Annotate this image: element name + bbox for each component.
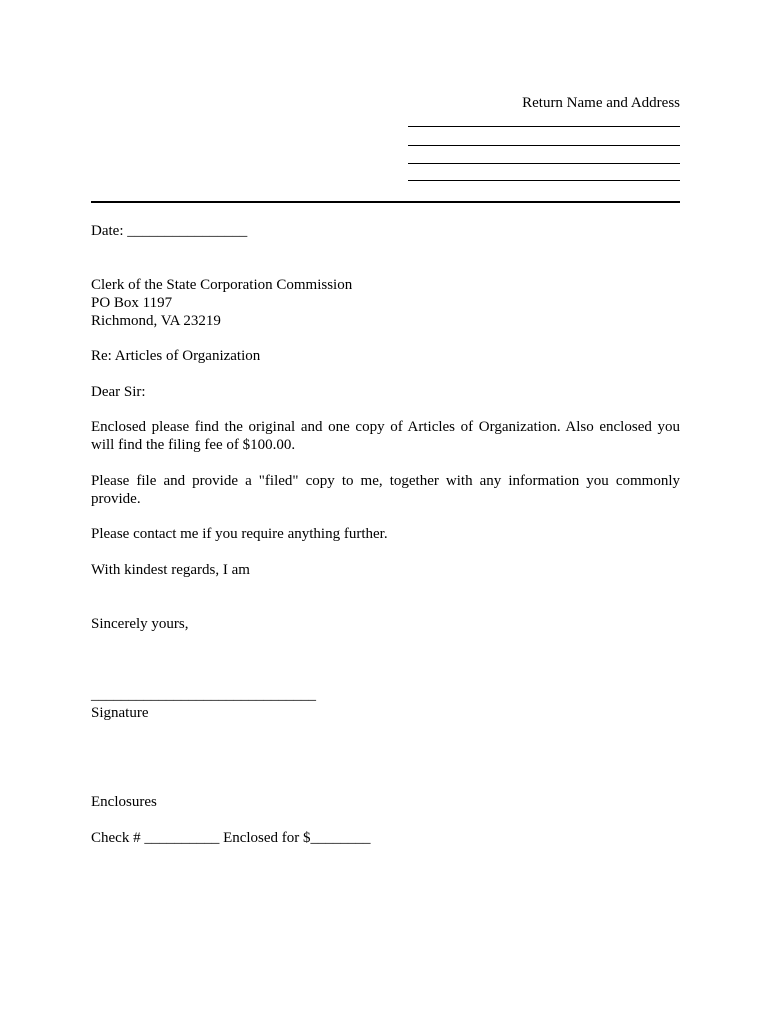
recipient-line-3: Richmond, VA 23219 bbox=[91, 313, 221, 329]
recipient-line-1: Clerk of the State Corporation Commission bbox=[91, 277, 353, 293]
recipient-line-2: PO Box 1197 bbox=[91, 295, 173, 311]
signature-line: ______________________________ bbox=[91, 687, 316, 703]
signature-label: Signature bbox=[91, 705, 149, 721]
salutation: Dear Sir: bbox=[91, 384, 146, 400]
enclosures-label: Enclosures bbox=[91, 794, 157, 810]
closing-line: Sincerely yours, bbox=[91, 616, 189, 632]
regards-line: With kindest regards, I am bbox=[91, 562, 250, 578]
header-divider bbox=[91, 201, 680, 203]
return-name-address-label: Return Name and Address bbox=[522, 95, 680, 111]
paragraph-2-line-1: Please file and provide a "filed" copy to me, together with any information you commonly bbox=[91, 473, 680, 489]
re-line: Re: Articles of Organization bbox=[91, 348, 261, 364]
paragraph-1-line-2: will find the filing fee of $100.00. bbox=[91, 437, 296, 453]
paragraph-1-line-1: Enclosed please find the original and one copy of Articles of Organization. Also enclosed you bbox=[91, 419, 680, 435]
return-address-line-1 bbox=[408, 126, 680, 127]
return-address-line-2 bbox=[408, 145, 680, 146]
return-address-line-3 bbox=[408, 163, 680, 164]
date-line: Date: ________________ bbox=[91, 223, 248, 239]
paragraph-2-line-2: provide. bbox=[91, 491, 141, 507]
check-line: Check # __________ Enclosed for $________ bbox=[91, 830, 371, 846]
paragraph-3: Please contact me if you require anything further. bbox=[91, 526, 388, 542]
return-address-line-4 bbox=[408, 180, 680, 181]
